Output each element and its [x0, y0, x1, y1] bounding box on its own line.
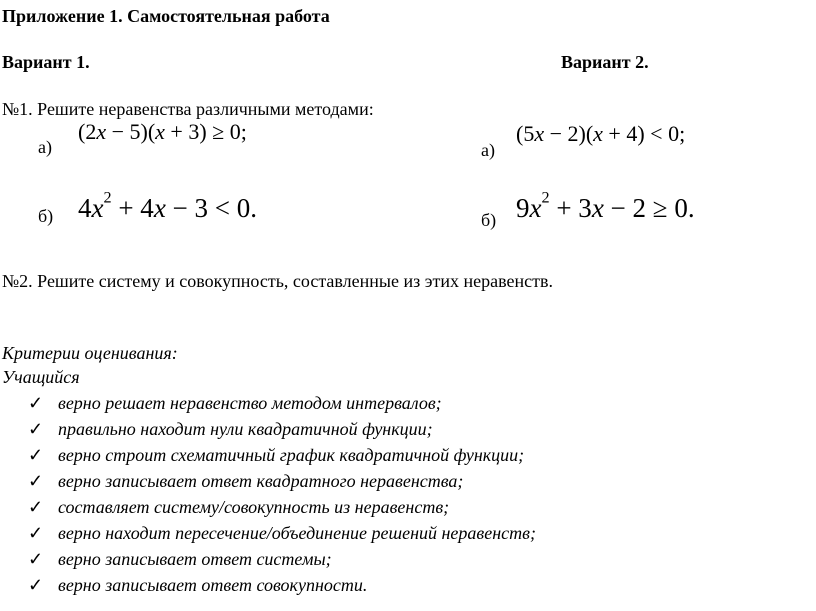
checkmark-icon: ✓ — [28, 523, 44, 543]
v1-a-label: а) — [38, 137, 52, 157]
checkmark-icon: ✓ — [28, 549, 44, 569]
v1-b-inequality: $4x^2 + 4x - 3 < 0$. — [78, 188, 258, 223]
criteria-item: ✓ правильно находит нули квадратичной функции; — [28, 416, 536, 442]
criteria-list — [28, 390, 536, 598]
task-1-text: №1. Решите неравенства различными методами: — [2, 99, 374, 119]
checkmark-icon: ✓ — [28, 575, 44, 595]
criteria-item: ✓ верно находит пересечение/объединение решений неравенств; — [28, 520, 536, 546]
checkmark-icon: ✓ — [28, 419, 44, 439]
criteria-item: ✓ верно строит схематичный график квадратичной функции; — [28, 442, 536, 468]
v1-a-inequality: (2x − 5)(x + 3) ≥ 0; — [78, 119, 247, 144]
criteria-item: ✓ верно решает неравенство методом интервалов; — [28, 390, 536, 416]
checkmark-icon: ✓ — [28, 445, 44, 465]
v1-b-label: б) — [38, 206, 54, 226]
criteria-subject: Учащийся — [2, 367, 80, 387]
v2-b-label: б) — [481, 210, 497, 230]
v2-a-inequality: (5x − 2)(x + 4) < 0; — [516, 121, 686, 146]
variant-1-heading: Вариант 1. — [2, 52, 90, 72]
checkmark-icon: ✓ — [28, 497, 44, 517]
checkmark-icon: ✓ — [28, 471, 44, 491]
page-title: Приложение 1. Самостоятельная работа — [2, 6, 330, 26]
v2-a-label: а) — [481, 140, 495, 160]
criteria-item: ✓ верно записывает ответ системы; — [28, 546, 536, 572]
variant-2-heading: Вариант 2. — [561, 52, 649, 72]
criteria-item: ✓ верно записывает ответ квадратного неравенства; — [28, 468, 536, 494]
criteria-item: ✓ верно записывает ответ совокупности. — [28, 572, 536, 598]
checkmark-icon: ✓ — [28, 393, 44, 413]
task-2-text: №2. Решите систему и совокупность, составленные из этих неравенств. — [2, 271, 553, 291]
criteria-heading: Критерии оценивания: — [2, 343, 178, 363]
v2-b-inequality: $9x^2 + 3x - 2 \ge 0$. — [516, 188, 695, 223]
criteria-item: ✓ составляет систему/совокупность из неравенств; — [28, 494, 536, 520]
